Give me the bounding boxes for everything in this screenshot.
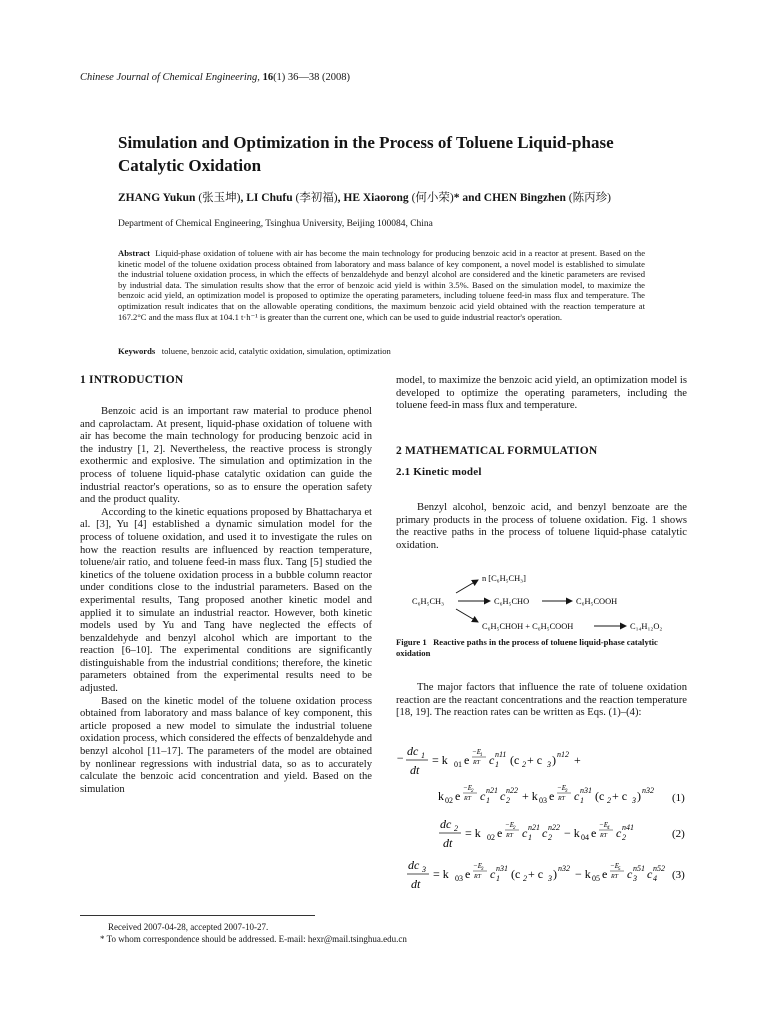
keywords-text: toluene, benzoic acid, catalytic oxidation, simulation, optimization xyxy=(161,346,391,356)
author-4-cn: (陈丙珍) xyxy=(568,192,611,204)
svg-text:2: 2 xyxy=(471,789,474,794)
reaction-path-diagram xyxy=(396,566,696,634)
svg-text:(c: (c xyxy=(511,867,521,881)
svg-text:n31: n31 xyxy=(496,864,508,873)
intro-paragraph-cont: model, to maximize the benzoic acid yield, an optimization model is developed to optimize the operating parameters, including the toluene feed-in mass flux and temperature. xyxy=(396,375,687,412)
svg-text:(c: (c xyxy=(595,789,605,803)
keywords-label: Keywords xyxy=(118,346,156,356)
author-list xyxy=(118,191,678,205)
svg-text:n41: n41 xyxy=(622,823,634,832)
author-2: , LI Chufu xyxy=(240,192,293,204)
svg-text:−E: −E xyxy=(599,821,608,829)
abstract xyxy=(118,248,645,322)
svg-text:dt: dt xyxy=(443,836,453,850)
keywords xyxy=(118,346,645,356)
received-note: Received 2007-04-28, accepted 2007-10-27. xyxy=(108,922,269,932)
svg-text:5: 5 xyxy=(618,867,621,872)
svg-text:1: 1 xyxy=(495,760,499,769)
svg-text:2: 2 xyxy=(454,824,458,833)
svg-text:1: 1 xyxy=(421,751,425,760)
svg-text:3: 3 xyxy=(481,867,484,872)
author-2-cn: (李初福) xyxy=(295,192,338,204)
svg-text:03: 03 xyxy=(539,796,547,805)
figure-1-caption-text: Reactive paths in the process of toluene liquid-phase catalytic oxidation xyxy=(396,637,658,658)
svg-text:01: 01 xyxy=(454,760,462,769)
svg-text:−E: −E xyxy=(463,784,472,792)
section-1-heading: 1 INTRODUCTION xyxy=(80,374,184,386)
svg-text:k: k xyxy=(438,789,444,803)
svg-text:n11: n11 xyxy=(495,750,507,759)
svg-text:c: c xyxy=(489,753,495,767)
svg-text:2: 2 xyxy=(513,826,516,831)
kinetic-paragraph-1 xyxy=(396,502,687,552)
svg-text:1: 1 xyxy=(580,796,584,805)
equation-2 xyxy=(439,817,634,850)
svg-text:2: 2 xyxy=(607,796,611,805)
author-3: , HE Xiaorong xyxy=(337,192,409,204)
svg-text:− k: − k xyxy=(575,867,591,881)
svg-text:= k: = k xyxy=(432,753,448,767)
svg-text:RT: RT xyxy=(473,760,481,766)
svg-text:1: 1 xyxy=(480,753,483,758)
svg-text:2: 2 xyxy=(548,833,552,842)
svg-text:n21: n21 xyxy=(528,823,540,832)
svg-text:): ) xyxy=(552,753,556,767)
svg-text:−E: −E xyxy=(610,862,619,870)
svg-text:−: − xyxy=(396,751,405,765)
svg-text:c: c xyxy=(500,789,506,803)
svg-text:c: c xyxy=(574,789,580,803)
intro-continuation xyxy=(396,375,687,413)
figure-1-label: Figure 1 xyxy=(396,637,427,647)
mixture-label: C₆H₅CHOH + C₆H₅COOH xyxy=(482,622,574,631)
paper-title: Simulation and Optimization in the Process of Toluene Liquid-phase Catalytic Oxidation xyxy=(118,133,614,175)
svg-text:n31: n31 xyxy=(580,786,592,795)
svg-text:3: 3 xyxy=(547,760,551,769)
intro-paragraph-1: Benzoic acid is an important raw material to produce phenol and caprolactam. At present, liquid-phase oxidation of toluene with air has become the main technology for producing benzoic acid in the industry [1, 2]. Nevertheless, the reactive process is strongly exothermic and explosive. The simulation and optimization in the process of toluene liquid-phase catalytic oxidation can guide the industrial reactor's operations, so as to ensure the operation safety and the product quality. xyxy=(80,406,372,506)
correspondence-note: * To whom correspondence should be addressed. E-mail: hexr@mail.tsinghua.edu.cn xyxy=(100,934,407,944)
svg-text:−E: −E xyxy=(472,748,481,756)
svg-text:(c: (c xyxy=(510,753,520,767)
svg-text:3: 3 xyxy=(565,789,568,794)
svg-text:= k: = k xyxy=(433,867,449,881)
kinetic-text-2: The major factors that influence the rate of toluene oxidation reaction are the reactant concentrations and the reaction temperature [18, 19]. The reaction rates can be written as Eqs. (1)–(4): xyxy=(396,682,687,719)
svg-text:e: e xyxy=(455,789,461,803)
svg-text:RT: RT xyxy=(464,796,472,802)
svg-text:RT: RT xyxy=(611,874,619,880)
author-1-cn: (张玉坤) xyxy=(198,192,241,204)
svg-text:+ k: + k xyxy=(522,789,538,803)
svg-text:n32: n32 xyxy=(558,864,570,873)
affiliation: Department of Chemical Engineering, Tsinghua University, Beijing 100084, China xyxy=(118,219,433,229)
equations-block xyxy=(396,738,696,898)
svg-text:−E: −E xyxy=(505,821,514,829)
benzoic-acid-label: C₆H₅COOH xyxy=(576,597,618,606)
svg-text:RT: RT xyxy=(600,833,608,839)
svg-text:c: c xyxy=(647,867,653,881)
journal-volume: 16 xyxy=(262,72,274,83)
svg-text:3: 3 xyxy=(632,796,636,805)
arrow-up xyxy=(456,580,478,593)
arrow-down xyxy=(456,609,478,622)
benzaldehyde-label: C₆H₅CHO xyxy=(494,597,530,606)
figure-1-caption xyxy=(396,637,687,658)
equation-3-number: (3) xyxy=(672,869,685,881)
svg-text:dc: dc xyxy=(407,744,419,758)
svg-text:3: 3 xyxy=(422,865,426,874)
svg-text:1: 1 xyxy=(528,833,532,842)
svg-text:03: 03 xyxy=(455,874,463,883)
abstract-label: Abstract xyxy=(118,248,150,258)
svg-text:− k: − k xyxy=(564,826,580,840)
equation-2-number: (2) xyxy=(672,828,685,840)
svg-text:02: 02 xyxy=(487,833,495,842)
svg-text:4: 4 xyxy=(653,874,657,883)
author-3-cn: (何小荣) xyxy=(411,192,454,204)
svg-text:dt: dt xyxy=(410,763,420,777)
svg-text:): ) xyxy=(553,867,557,881)
svg-text:3: 3 xyxy=(548,874,552,883)
svg-text:05: 05 xyxy=(592,874,600,883)
svg-text:c: c xyxy=(542,826,548,840)
section-2-heading: 2 MATHEMATICAL FORMULATION xyxy=(396,445,598,457)
abstract-text: Liquid-phase oxidation of toluene with air has become the main technology for producing benzoic acid in a reactor at present. Based on the kinetic model of the toluene oxidation process obtained from laboratory and mass balance of key component, a novel model is established to simulate the industrial toluene oxidation process, in which the effects of benzaldehyde and benzyl alcohol are considered and the kinetic parameters are revised by industrial data. The simulation results show that the error of benzoic acid yield is within 3.5%. Based on the simulation model, to maximize the benzoic acid yield, an optimization model is proposed to optimize the operating parameters, including toluene feed-in mass flux and temperature. The optimization result indicates that on the allowable operating conditions, the maximum benzoic acid yield obtained with the reaction temperature at 167.2°C and the mass flux at 104.1 t·h⁻¹ is greater than the current one, which can be used to guide industrial reactor's operation. xyxy=(118,248,646,322)
svg-text:n22: n22 xyxy=(548,823,560,832)
svg-text:+ c: + c xyxy=(528,867,544,881)
svg-text:n52: n52 xyxy=(653,864,665,873)
svg-text:02: 02 xyxy=(445,796,453,805)
svg-text:dc: dc xyxy=(440,817,452,831)
svg-text:−E: −E xyxy=(557,784,566,792)
svg-text:3: 3 xyxy=(633,874,637,883)
svg-text:dt: dt xyxy=(411,877,421,891)
svg-text:1: 1 xyxy=(496,874,500,883)
svg-text:): ) xyxy=(637,789,641,803)
svg-text:c: c xyxy=(480,789,486,803)
polymer-label: n [C₆H₅CH₃] xyxy=(482,574,526,583)
svg-text:e: e xyxy=(465,867,471,881)
svg-text:n21: n21 xyxy=(486,786,498,795)
equation-1-number: (1) xyxy=(672,792,685,804)
svg-text:dc: dc xyxy=(408,858,420,872)
svg-text:2: 2 xyxy=(506,796,510,805)
journal-issue: (1) 36—38 (2008) xyxy=(273,72,351,83)
author-4: * and CHEN Bingzhen xyxy=(453,192,566,204)
svg-text:04: 04 xyxy=(581,833,589,842)
subsection-2-1-heading: 2.1 Kinetic model xyxy=(396,466,482,478)
svg-text:= k: = k xyxy=(465,826,481,840)
equation-3 xyxy=(407,858,665,891)
kinetic-paragraph-2 xyxy=(396,682,687,720)
svg-text:c: c xyxy=(627,867,633,881)
svg-text:n32: n32 xyxy=(642,786,654,795)
svg-text:e: e xyxy=(591,826,597,840)
svg-text:c: c xyxy=(522,826,528,840)
svg-text:4: 4 xyxy=(607,826,610,831)
svg-text:RT: RT xyxy=(506,833,514,839)
svg-text:e: e xyxy=(464,753,470,767)
svg-text:−E: −E xyxy=(473,862,482,870)
ester-label: C₁₄H₁₂O₂ xyxy=(630,622,663,631)
left-column xyxy=(80,406,372,796)
journal-name: Chinese Journal of Chemical Engineering, xyxy=(80,72,260,83)
svg-text:n22: n22 xyxy=(506,786,518,795)
equation-1 xyxy=(396,744,654,805)
svg-text:n12: n12 xyxy=(557,750,569,759)
svg-text:RT: RT xyxy=(558,796,566,802)
svg-text:c: c xyxy=(616,826,622,840)
svg-text:2: 2 xyxy=(522,760,526,769)
intro-paragraph-3: Based on the kinetic model of the toluene oxidation process obtained from laboratory and mass balance of key component, this article proposed a new model to simulate the industrial toluene oxidation process, which considered the effects of benzaldehyde and benzyl alcohol [11–17]. The parameters of the model are obtained by nonlinear regressions with industrial data, so as to accurately calculate the benzoic acid concentration and yield. Based on the simulation xyxy=(80,695,372,795)
kinetic-text-1: Benzyl alcohol, benzoic acid, and benzyl benzoate are the primary products in the process of toluene oxidation. Fig. 1 shows the reactive paths in the process of toluene liquid-phase catalytic oxidation. xyxy=(396,502,687,551)
svg-text:+: + xyxy=(574,753,581,767)
svg-text:e: e xyxy=(602,867,608,881)
svg-text:e: e xyxy=(549,789,555,803)
svg-text:2: 2 xyxy=(622,833,626,842)
svg-text:1: 1 xyxy=(486,796,490,805)
svg-text:+ c: + c xyxy=(527,753,543,767)
svg-text:c: c xyxy=(490,867,496,881)
author-1: ZHANG Yukun xyxy=(118,192,196,204)
svg-text:+ c: + c xyxy=(612,789,628,803)
svg-text:RT: RT xyxy=(474,874,482,880)
svg-text:n51: n51 xyxy=(633,864,645,873)
journal-header xyxy=(80,72,350,83)
svg-text:2: 2 xyxy=(523,874,527,883)
footnote-rule xyxy=(80,915,315,916)
intro-paragraph-2: According to the kinetic equations proposed by Bhattacharya et al. [3], Yu [4] established a dynamic simulation model for the process of toluene oxidation, and used it to investigate the rules on how the reaction results are influenced by reaction temperature, toluene/air ratio, and toluene feed-in mass flux. Tang [5] studied the kinetics of the toluene oxidation process in a bubble column reactor under conditions close to the industrial parameters. Based on the experimental results, Tang proposed another kinetic model and applied it to simulate an industrial reactor. However, both kinetic models used by Yu and Tang have neglected the effects of benzaldehyde and benzyl alcohol which are important to the reaction [6–10]. The experimental conditions are significantly distinguishable from the industrial conditions; therefore, the kinetic parameters obtained from the experimental results need to be adjusted. xyxy=(80,506,372,695)
svg-text:e: e xyxy=(497,826,503,840)
toluene-label: C₆H₅CH₃ xyxy=(412,597,445,606)
